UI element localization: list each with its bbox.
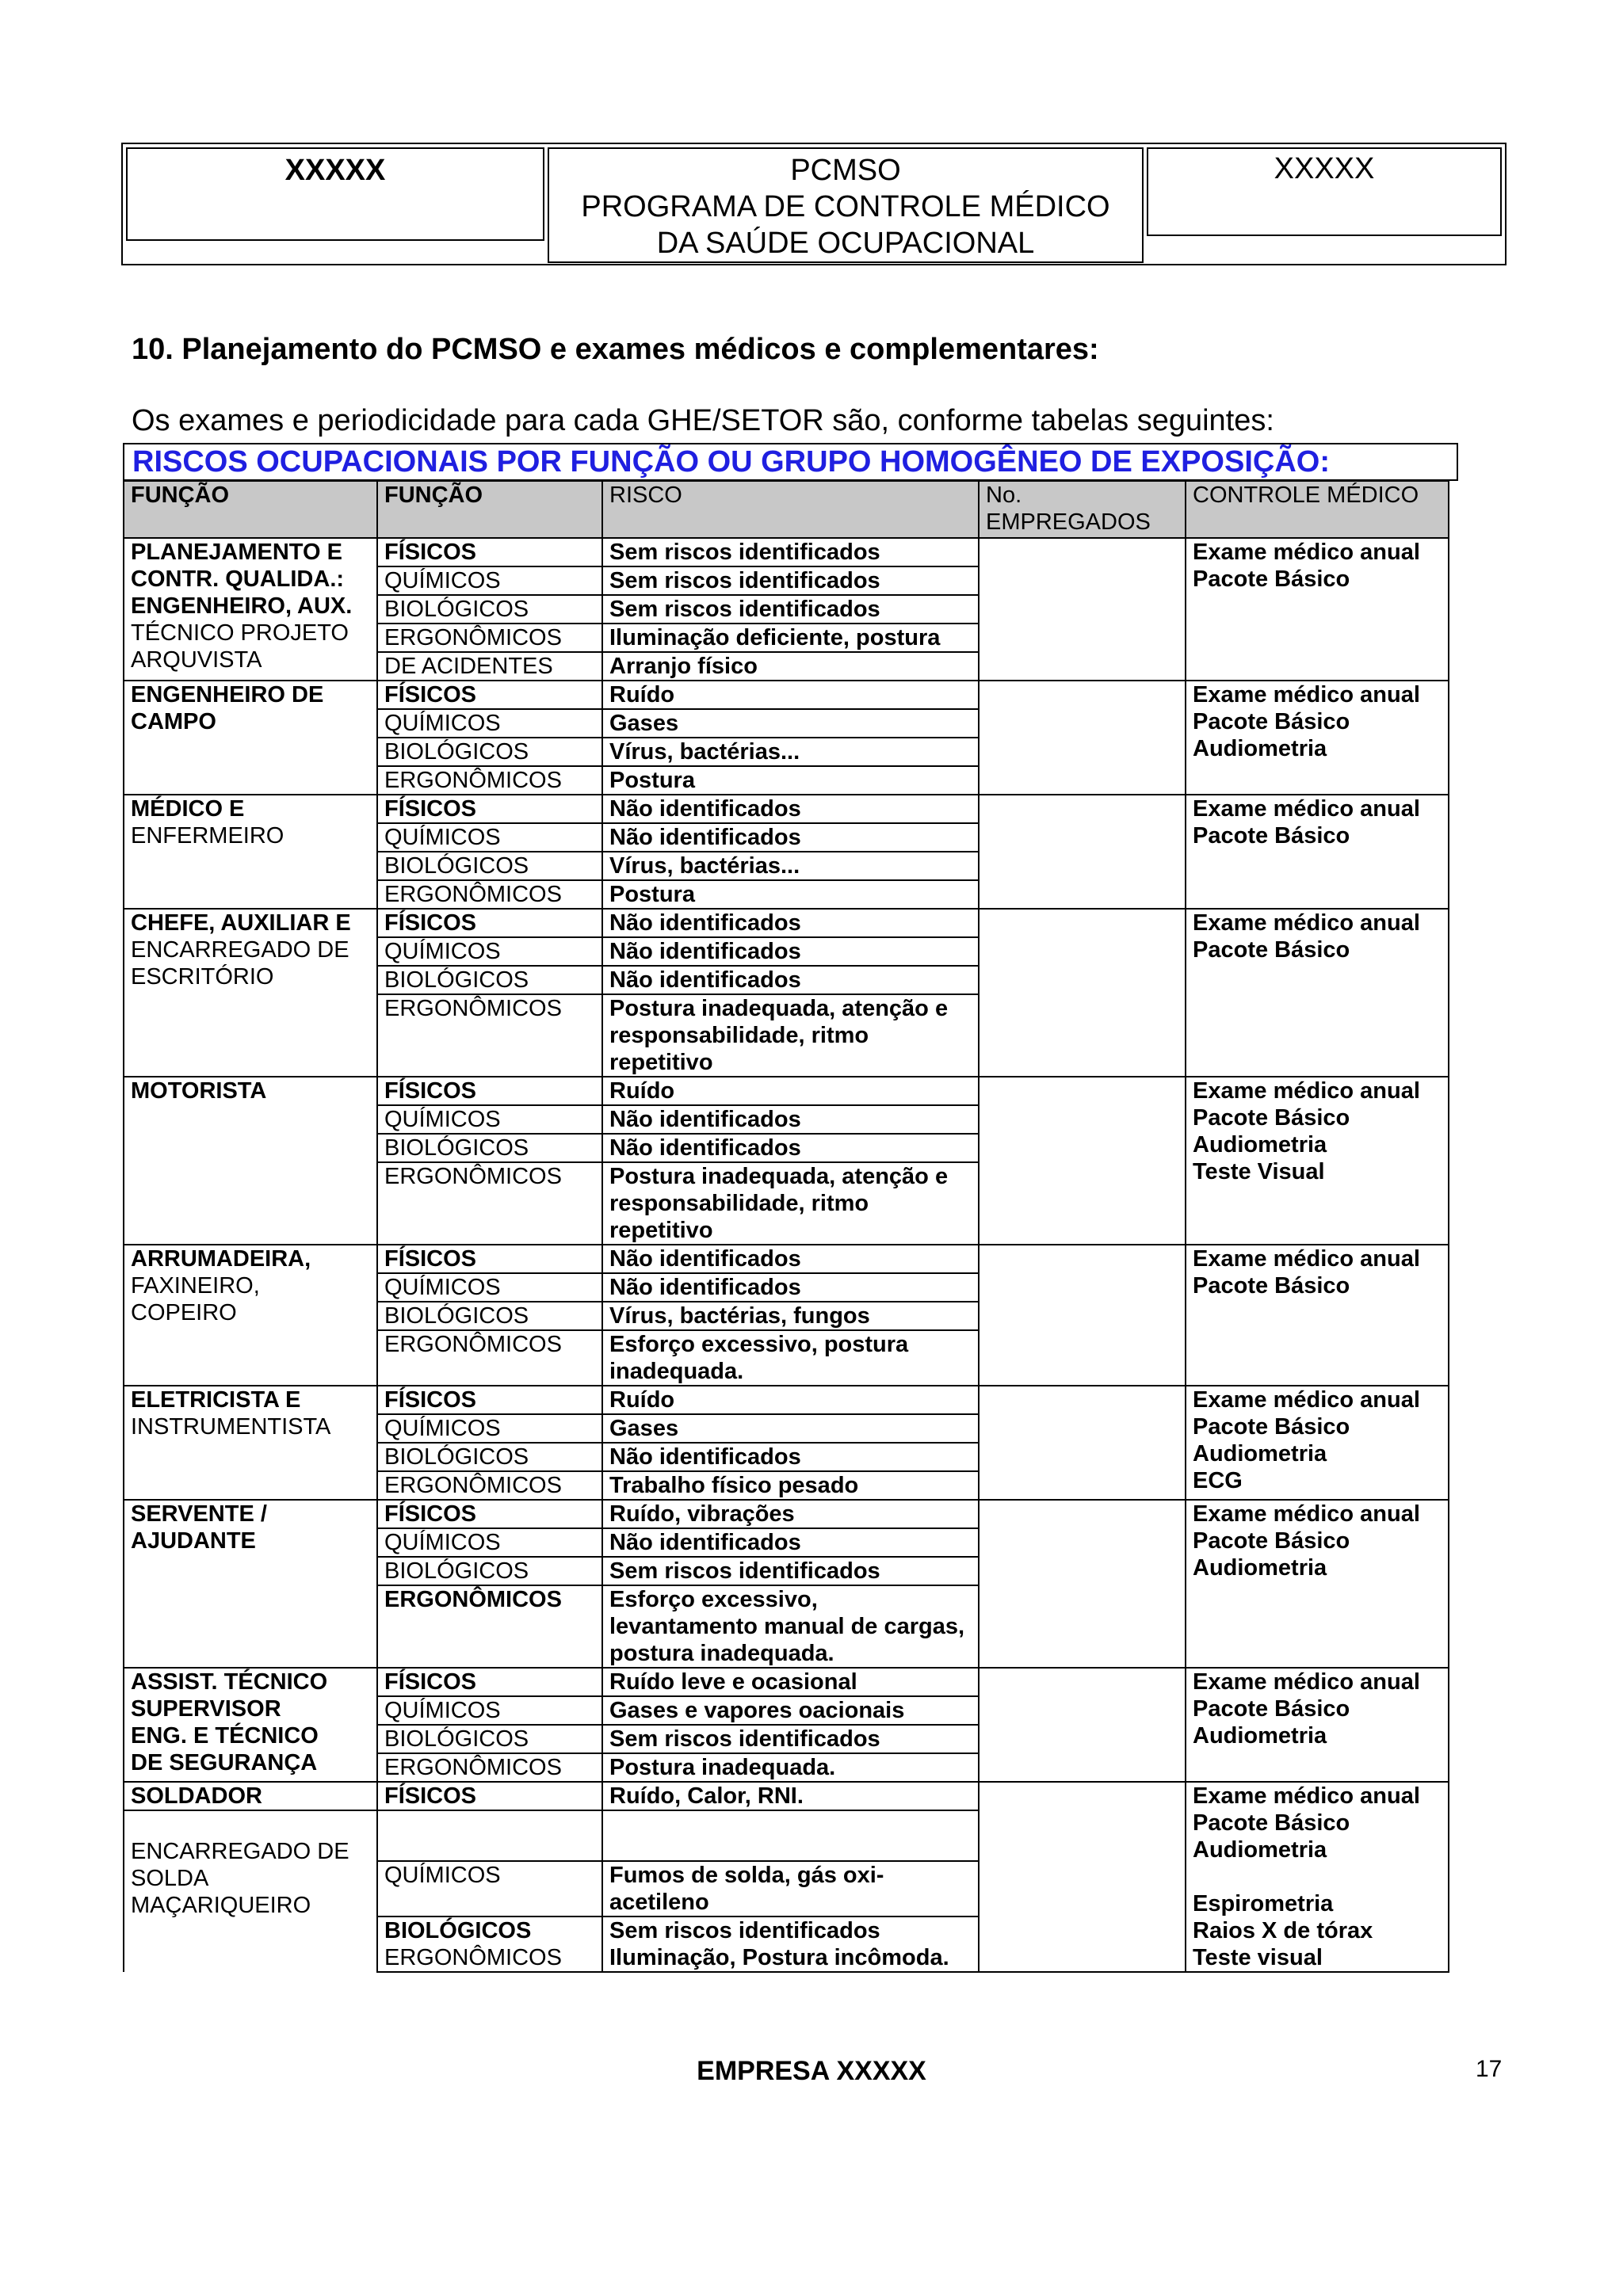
risk-type-cell: QUÍMICOS <box>377 1273 602 1302</box>
risk-description-cell: Ruído, Calor, RNI. <box>602 1782 979 1810</box>
header-left-box <box>126 147 544 241</box>
funcao-line: TÉCNICO PROJETO <box>131 620 349 646</box>
funcao-cell: SOLDADOR <box>124 1782 377 1810</box>
risk-type-cell: FÍSICOS <box>377 538 602 566</box>
controle-line: Teste visual <box>1193 1945 1323 1970</box>
risk-description-cell: Postura <box>602 766 979 795</box>
funcao-cell <box>124 1500 377 1668</box>
risk-type-cell: BIOLÓGICOS <box>377 1134 602 1162</box>
header-right-box <box>1147 147 1502 236</box>
intro-text: Os exames e periodicidade para cada GHE/SETOR são, conforme tabelas seguintes: <box>132 404 1274 437</box>
funcao-line <box>131 1811 370 1838</box>
funcao-line: ARQUVISTA <box>131 647 262 673</box>
risk-description-cell: Postura inadequada, atenção e responsabilidade, ritmo repetitivo <box>602 994 979 1077</box>
controle-line: Pacote Básico <box>1193 566 1350 592</box>
risk-type-cell: QUÍMICOS <box>377 1861 602 1917</box>
risk-description-cell: Não identificados <box>602 1528 979 1557</box>
risk-description-cell: Gases <box>602 709 979 738</box>
risk-type-cell: BIOLÓGICOS <box>377 595 602 624</box>
controle-line: Teste Visual <box>1193 1159 1325 1184</box>
risk-table-body <box>124 481 1449 1972</box>
risk-type-cell: ERGONÔMICOS <box>377 1162 602 1245</box>
controle-cell <box>1186 795 1449 909</box>
funcao-line: ASSIST. TÉCNICO <box>131 1669 328 1695</box>
empregados-cell <box>979 1500 1186 1668</box>
controle-cell <box>1186 1386 1449 1500</box>
funcao-cell <box>124 681 377 795</box>
controle-line: Exame médico anual <box>1193 1246 1420 1272</box>
funcao-line: FAXINEIRO, <box>131 1273 260 1299</box>
funcao-line: INSTRUMENTISTA <box>131 1414 331 1440</box>
risk-type-cell <box>377 1917 602 1972</box>
risk-description-cell: Sem riscos identificados <box>602 538 979 566</box>
risk-description-cell: Não identificados <box>602 909 979 937</box>
risk-type-cell: ERGONÔMICOS <box>377 766 602 795</box>
risk-type-cell: ERGONÔMICOS <box>377 1753 602 1782</box>
controle-line: Espirometria <box>1193 1891 1334 1917</box>
funcao-line: ENCARREGADO DE <box>131 937 349 963</box>
funcao-line: AJUDANTE <box>131 1528 256 1554</box>
controle-line: Audiometria <box>1193 1132 1327 1158</box>
table-row <box>124 1077 1449 1105</box>
risk-type-cell: QUÍMICOS <box>377 1105 602 1134</box>
risk-type-cell: FÍSICOS <box>377 1245 602 1273</box>
header-right-text: XXXXX <box>1274 152 1375 185</box>
controle-line: Audiometria <box>1193 736 1327 761</box>
risk-desc-line: Iluminação, Postura incômoda. <box>609 1945 949 1970</box>
col-header-empregados: No. EMPREGADOS <box>979 481 1186 538</box>
controle-line <box>1193 1863 1442 1890</box>
empregados-cell <box>979 1668 1186 1782</box>
controle-line: Audiometria <box>1193 1723 1327 1749</box>
controle-cell <box>1186 909 1449 1077</box>
risk-description-cell: Sem riscos identificados <box>602 595 979 624</box>
controle-line: Exame médico anual <box>1193 1783 1420 1809</box>
risk-type-cell: QUÍMICOS <box>377 823 602 852</box>
controle-line: Pacote Básico <box>1193 1273 1350 1299</box>
risk-type-line: ERGONÔMICOS <box>384 1945 562 1970</box>
funcao-line: CONTR. QUALIDA.: <box>131 566 345 592</box>
empregados-cell <box>979 1386 1186 1500</box>
funcao-line: SUPERVISOR <box>131 1696 281 1722</box>
funcao-cell <box>124 1668 377 1782</box>
controle-line: Exame médico anual <box>1193 1078 1420 1104</box>
risk-type-cell: ERGONÔMICOS <box>377 1585 602 1668</box>
controle-line: Exame médico anual <box>1193 796 1420 822</box>
funcao-line: ENGENHEIRO, AUX. <box>131 593 353 619</box>
controle-cell <box>1186 538 1449 681</box>
risk-description-cell: Não identificados <box>602 795 979 823</box>
controle-cell <box>1186 1782 1449 1972</box>
risk-description-cell: Vírus, bactérias, fungos <box>602 1302 979 1330</box>
funcao-cell <box>124 538 377 681</box>
funcao-cell <box>124 1810 377 1972</box>
empregados-cell <box>979 795 1186 909</box>
table-row <box>124 909 1449 937</box>
controle-line: Pacote Básico <box>1193 1810 1350 1836</box>
empregados-cell <box>979 681 1186 795</box>
header-title <box>549 152 1142 261</box>
funcao-line: CHEFE, AUXILIAR E <box>131 910 351 936</box>
controle-line: Pacote Básico <box>1193 937 1350 963</box>
funcao-cell <box>124 795 377 909</box>
controle-line: Exame médico anual <box>1193 1387 1420 1413</box>
controle-line: Pacote Básico <box>1193 1105 1350 1131</box>
risk-description-cell: Não identificados <box>602 823 979 852</box>
empregados-cell <box>979 1077 1186 1245</box>
risk-type-cell: ERGONÔMICOS <box>377 624 602 652</box>
risk-type-cell: FÍSICOS <box>377 1500 602 1528</box>
risk-table <box>123 480 1449 1973</box>
funcao-line: SERVENTE / <box>131 1501 267 1527</box>
risk-description-cell: Gases <box>602 1414 979 1443</box>
empregados-cell <box>979 909 1186 1077</box>
controle-line: Audiometria <box>1193 1441 1327 1466</box>
section-title: 10. Planejamento do PCMSO e exames médicos e complementares: <box>132 333 1099 366</box>
risk-description-cell: Ruído <box>602 681 979 709</box>
risk-type-line: BIOLÓGICOS <box>384 1918 532 1943</box>
document-header <box>121 143 1507 265</box>
risk-description-cell <box>602 1810 979 1861</box>
risk-description-cell: Gases e vapores oacionais <box>602 1696 979 1725</box>
risk-type-cell: QUÍMICOS <box>377 937 602 966</box>
risk-type-cell: DE ACIDENTES <box>377 652 602 681</box>
risk-type-cell: FÍSICOS <box>377 795 602 823</box>
risk-description-cell: Não identificados <box>602 1134 979 1162</box>
risk-type-cell: QUÍMICOS <box>377 709 602 738</box>
header-title-box <box>548 147 1144 263</box>
risk-type-cell: FÍSICOS <box>377 1386 602 1414</box>
controle-cell <box>1186 1245 1449 1386</box>
risk-type-cell: QUÍMICOS <box>377 566 602 595</box>
footer-company: EMPRESA XXXXX <box>697 2056 926 2086</box>
risk-description-cell: Trabalho físico pesado <box>602 1471 979 1500</box>
table-row <box>124 1782 1449 1810</box>
funcao-line: ENFERMEIRO <box>131 823 285 849</box>
risk-description-cell: Sem riscos identificados <box>602 566 979 595</box>
risk-description-cell: Esforço excessivo, levantamento manual de cargas, postura inadequada. <box>602 1585 979 1668</box>
controle-line: ECG <box>1193 1468 1243 1493</box>
controle-line: Exame médico anual <box>1193 540 1420 565</box>
controle-line: Exame médico anual <box>1193 682 1420 707</box>
risk-description-cell <box>602 1917 979 1972</box>
funcao-line: ENGENHEIRO DE <box>131 682 324 707</box>
empregados-cell <box>979 1245 1186 1386</box>
controle-cell <box>1186 1668 1449 1782</box>
risk-type-cell: QUÍMICOS <box>377 1528 602 1557</box>
funcao-line: ESCRITÓRIO <box>131 964 274 990</box>
risk-type-cell: ERGONÔMICOS <box>377 994 602 1077</box>
funcao-line: MOTORISTA <box>131 1078 267 1104</box>
risk-description-cell: Arranjo físico <box>602 652 979 681</box>
header-title-line: PCMSO <box>790 154 901 187</box>
table-row <box>124 1386 1449 1414</box>
risk-description-cell: Ruído leve e ocasional <box>602 1668 979 1696</box>
risk-type-cell: BIOLÓGICOS <box>377 1725 602 1753</box>
funcao-line: MAÇARIQUEIRO <box>131 1893 311 1918</box>
risk-description-cell: Sem riscos identificados <box>602 1725 979 1753</box>
funcao-line: ARRUMADEIRA, <box>131 1246 311 1272</box>
funcao-line: MÉDICO E <box>131 796 245 822</box>
table-row <box>124 681 1449 709</box>
risk-description-cell: Não identificados <box>602 1105 979 1134</box>
funcao-line: CAMPO <box>131 709 216 734</box>
risk-type-cell: BIOLÓGICOS <box>377 1302 602 1330</box>
funcao-line: COPEIRO <box>131 1300 237 1325</box>
risk-description-cell: Sem riscos identificados <box>602 1557 979 1585</box>
controle-line: Exame médico anual <box>1193 910 1420 936</box>
risk-type-cell: BIOLÓGICOS <box>377 738 602 766</box>
funcao-line: DE SEGURANÇA <box>131 1750 318 1775</box>
table-header-row <box>124 481 1449 538</box>
funcao-cell <box>124 1077 377 1245</box>
controle-line: Exame médico anual <box>1193 1501 1420 1527</box>
risk-type-cell: BIOLÓGICOS <box>377 852 602 880</box>
risk-description-cell: Postura inadequada, atenção e responsabilidade, ritmo repetitivo <box>602 1162 979 1245</box>
funcao-cell <box>124 1386 377 1500</box>
col-header-controle: CONTROLE MÉDICO <box>1186 481 1449 538</box>
empregados-cell <box>979 1782 1186 1972</box>
empregados-cell <box>979 538 1186 681</box>
controle-cell <box>1186 681 1449 795</box>
table-row <box>124 538 1449 566</box>
risk-type-cell: QUÍMICOS <box>377 1414 602 1443</box>
controle-line: Audiometria <box>1193 1555 1327 1581</box>
risk-type-cell: FÍSICOS <box>377 681 602 709</box>
funcao-line: ELETRICISTA E <box>131 1387 301 1413</box>
risk-type-cell: ERGONÔMICOS <box>377 1330 602 1386</box>
controle-cell <box>1186 1077 1449 1245</box>
risk-type-cell: FÍSICOS <box>377 1077 602 1105</box>
risk-description-cell: Esforço excessivo, postura inadequada. <box>602 1330 979 1386</box>
table-row <box>124 795 1449 823</box>
controle-line: Pacote Básico <box>1193 709 1350 734</box>
risk-type-cell: FÍSICOS <box>377 909 602 937</box>
risk-desc-line: Sem riscos identificados <box>609 1918 880 1943</box>
risk-description-cell: Não identificados <box>602 1245 979 1273</box>
risk-type-cell <box>377 1810 602 1861</box>
controle-line: Raios X de tórax <box>1193 1918 1373 1943</box>
risk-description-cell: Não identificados <box>602 966 979 994</box>
risk-type-cell: FÍSICOS <box>377 1668 602 1696</box>
controle-line: Exame médico anual <box>1193 1669 1420 1695</box>
risk-description-cell: Iluminação deficiente, postura <box>602 624 979 652</box>
table-row <box>124 1500 1449 1528</box>
risk-description-cell: Ruído <box>602 1386 979 1414</box>
header-left-text: XXXXX <box>285 154 386 187</box>
risk-description-cell: Não identificados <box>602 1273 979 1302</box>
page-number: 17 <box>1476 2056 1503 2082</box>
risk-description-cell: Postura inadequada. <box>602 1753 979 1782</box>
risk-description-cell: Ruído, vibrações <box>602 1500 979 1528</box>
risk-description-cell: Ruído <box>602 1077 979 1105</box>
col-header-funcao-2: FUNÇÃO <box>377 481 602 538</box>
risk-type-cell: FÍSICOS <box>377 1782 602 1810</box>
risk-description-cell: Vírus, bactérias... <box>602 738 979 766</box>
funcao-line: PLANEJAMENTO E <box>131 540 342 565</box>
controle-line: Audiometria <box>1193 1837 1327 1863</box>
funcao-cell <box>124 909 377 1077</box>
controle-cell <box>1186 1500 1449 1668</box>
funcao-line: ENCARREGADO DE SOLDA <box>131 1839 349 1891</box>
risk-type-cell: BIOLÓGICOS <box>377 966 602 994</box>
risk-description-cell: Fumos de solda, gás oxi-acetileno <box>602 1861 979 1917</box>
controle-line: Pacote Básico <box>1193 823 1350 849</box>
risk-description-cell: Vírus, bactérias... <box>602 852 979 880</box>
risk-description-cell: Postura <box>602 880 979 909</box>
controle-line: Pacote Básico <box>1193 1414 1350 1440</box>
risk-type-cell: QUÍMICOS <box>377 1696 602 1725</box>
risk-description-cell: Não identificados <box>602 1443 979 1471</box>
col-header-risco: RISCO <box>602 481 979 538</box>
funcao-cell <box>124 1245 377 1386</box>
controle-line: Pacote Básico <box>1193 1528 1350 1554</box>
table-row <box>124 1668 1449 1696</box>
col-header-funcao: FUNÇÃO <box>124 481 377 538</box>
funcao-line: ENG. E TÉCNICO <box>131 1723 319 1749</box>
risk-type-cell: ERGONÔMICOS <box>377 1471 602 1500</box>
risk-type-cell: ERGONÔMICOS <box>377 880 602 909</box>
risk-type-cell: BIOLÓGICOS <box>377 1443 602 1471</box>
controle-line: Pacote Básico <box>1193 1696 1350 1722</box>
header-title-line: DA SAÚDE OCUPACIONAL <box>656 227 1035 260</box>
table-row <box>124 1245 1449 1273</box>
table-title: RISCOS OCUPACIONAIS POR FUNÇÃO OU GRUPO HOMOGÊNEO DE EXPOSIÇÃO: <box>123 443 1458 481</box>
risk-description-cell: Não identificados <box>602 937 979 966</box>
risk-type-cell: BIOLÓGICOS <box>377 1557 602 1585</box>
header-title-line: PROGRAMA DE CONTROLE MÉDICO <box>581 190 1110 223</box>
